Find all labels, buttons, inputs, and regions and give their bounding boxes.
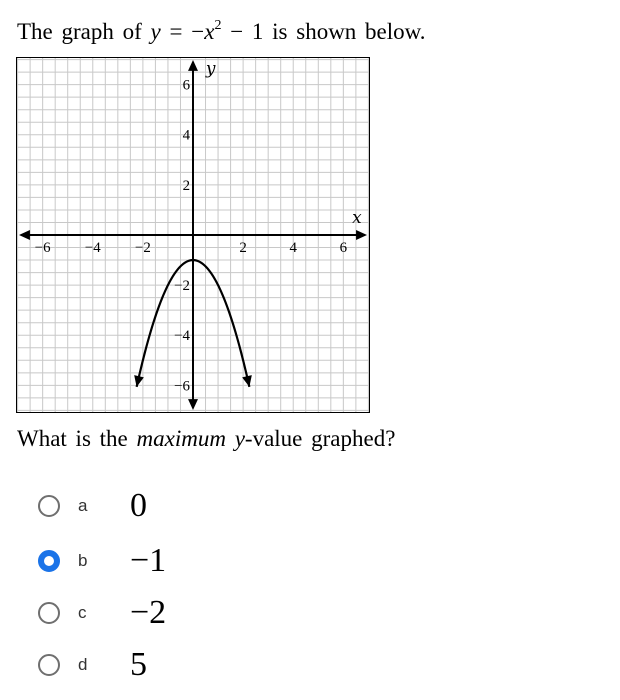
choice-a-letter: a	[78, 496, 88, 515]
x-axis-label: x	[352, 207, 362, 228]
question-before: What is the	[17, 426, 137, 451]
question-after: -value graphed?	[244, 426, 396, 451]
y-tick-label: 6	[182, 77, 191, 94]
choice-d[interactable]	[38, 639, 338, 691]
y-axis-arrow-up	[188, 60, 198, 71]
question-emphasis: maximum	[136, 426, 226, 451]
question-var: y	[225, 426, 245, 451]
x-tick-label: −2	[134, 239, 151, 256]
choice-a-value: 0	[130, 487, 147, 524]
choice-b-value: −1	[130, 542, 167, 579]
prompt-text-after: − 1 is shown below.	[221, 19, 426, 44]
x-axis-arrow-right	[356, 230, 367, 240]
x-tick-label: 2	[239, 239, 247, 256]
prompt-equals: = −	[160, 19, 205, 44]
x-tick-label: −4	[84, 239, 101, 256]
x-axis-arrow-left	[19, 230, 30, 240]
choice-c[interactable]	[38, 587, 338, 639]
x-tick-label: 4	[289, 239, 297, 256]
y-tick-label: −6	[174, 378, 191, 395]
parabola-graph	[16, 57, 370, 413]
choice-c-letter: c	[78, 603, 87, 622]
prompt-text-before: The graph of	[17, 19, 151, 44]
choice-a[interactable]	[38, 480, 338, 532]
y-tick-label: 2	[182, 177, 191, 194]
choice-c-radio[interactable]	[38, 602, 60, 624]
y-tick-label: −2	[174, 278, 191, 295]
y-tick-label: −4	[174, 328, 191, 345]
prompt-lhs: y	[150, 19, 161, 44]
y-axis-arrow-down	[188, 399, 198, 410]
x-tick-label: 6	[339, 239, 348, 256]
y-axis-label: y	[205, 57, 216, 78]
prompt-exponent: 2	[214, 18, 222, 33]
axes	[19, 58, 367, 410]
question-text	[17, 423, 395, 455]
y-tick-label: 4	[182, 127, 191, 144]
choice-b-radio[interactable]	[38, 550, 60, 572]
choice-d-letter: d	[78, 655, 88, 674]
x-tick-label: −6	[34, 239, 51, 256]
question-prompt	[17, 16, 426, 48]
choice-c-value: −2	[130, 594, 167, 631]
choice-b[interactable]	[38, 535, 338, 587]
choice-d-value: 5	[130, 646, 147, 683]
choice-b-letter: b	[78, 551, 88, 570]
choice-a-radio[interactable]	[38, 495, 60, 517]
prompt-var: x	[204, 19, 215, 44]
choice-d-radio[interactable]	[38, 654, 60, 676]
